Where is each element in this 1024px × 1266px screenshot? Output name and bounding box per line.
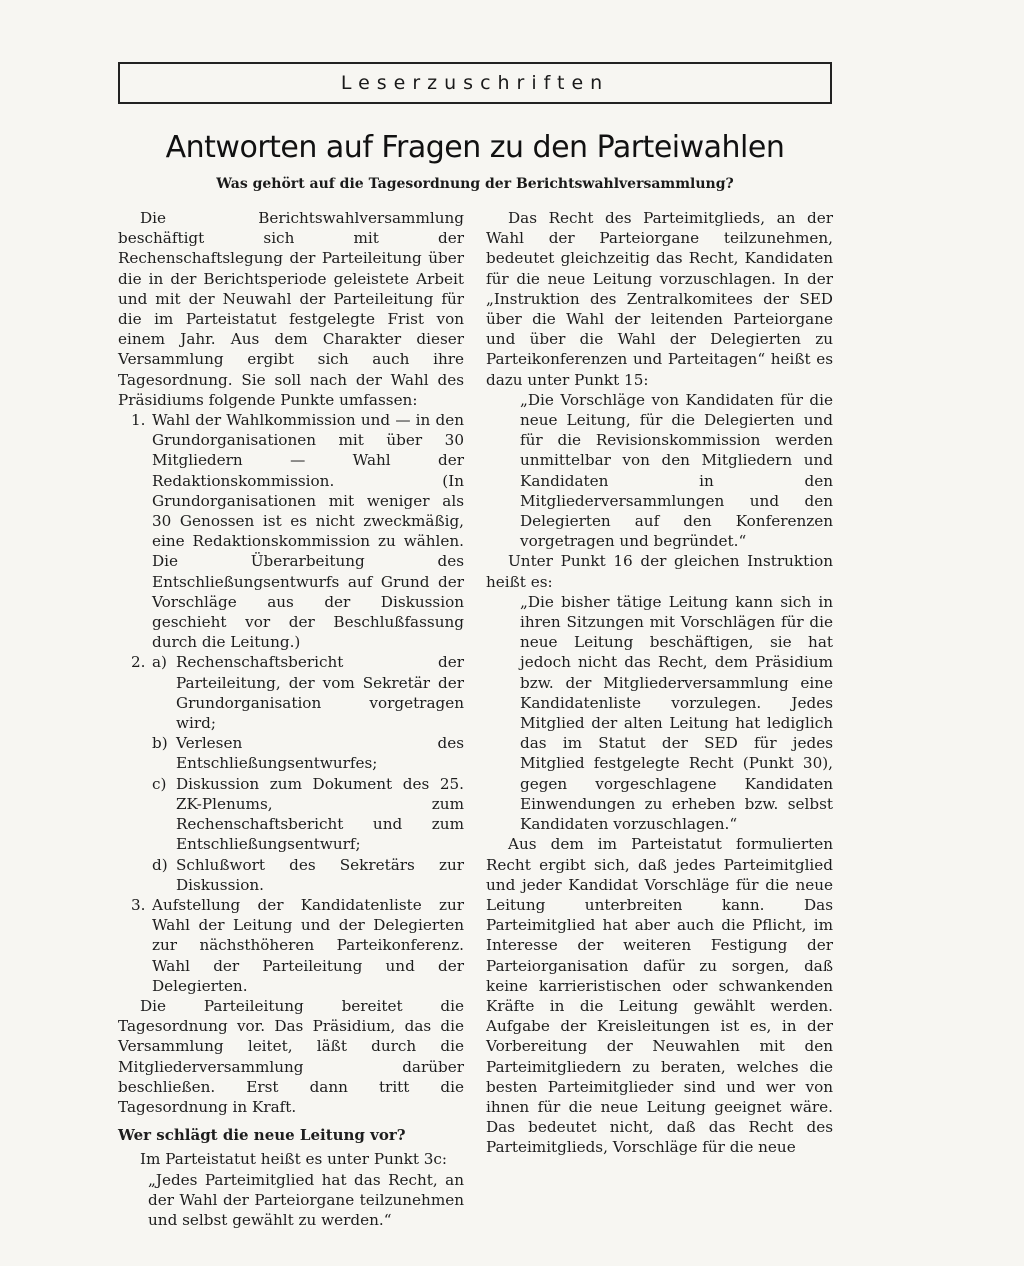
agenda-item-text: Wahl der Wahlkommission und — in den Grundorganisationen mit über 30 Mitgliedern — Wahl der Redaktionskommission. (In Grundorganisationen mit weniger als 30 Genossen ist es nicht zweckmäßig, eine Redaktionskommission zu wählen. Die Überarbeitung des Entschließungsentwurfs auf Grund der Vorschläge aus der Diskussion geschieht vor der Beschlußfassung durch die Leitung.) xyxy=(152,411,464,652)
agenda-item-1 xyxy=(118,410,464,652)
right-paragraph-1: Das Recht des Parteimitglieds, an der Wahl der Parteiorgane teilzunehmen, bedeutet gleichzeitig das Recht, Kandidaten für die neue Leitung vorzuschlagen. In der „Instruktion des Zentralkomitees der SED über die Wahl der leitenden Parteiorgane und über die Wahl der Delegierten zu Parteikonferenzen und Parteitagen“ heißt es dazu unter Punkt 15: xyxy=(486,209,833,389)
sub-item-text: Verlesen des Entschließungsentwurfes; xyxy=(176,734,464,773)
sub-item-letter: a) xyxy=(152,653,167,672)
article-title: Antworten auf Fragen zu den Parteiwahlen xyxy=(165,130,785,165)
agenda-item-number: 1. xyxy=(131,411,146,430)
agenda-sub-item xyxy=(152,733,464,773)
agenda-sub-list xyxy=(152,652,464,894)
left-column xyxy=(118,208,464,1230)
instruction-quote-15: „Die Vorschläge von Kandidaten für die neue Leitung, für die Delegierten und für die Revisionskommission werden unmittelbar von den Mitgliedern und Kandidaten in den Mitgliederversammlungen und den Delegierten auf den Konferenzen vorgetragen und begründet.“ xyxy=(520,390,833,551)
statut-intro: Im Parteistatut heißt es unter Punkt 3c: xyxy=(140,1150,448,1169)
agenda-sub-item xyxy=(152,855,464,895)
sub-item-letter: d) xyxy=(152,855,168,874)
sub-item-text: Diskussion zum Dokument des 25. ZK-Plenums, zum Rechenschaftsbericht und zum Entschließungsentwurf; xyxy=(176,774,464,854)
instruction-quote-16: „Die bisher tätige Leitung kann sich in ihren Sitzungen mit Vorschlägen für die neue Leitung beschäftigen, sie hat jedoch nicht das Recht, dem Präsidium bzw. der Mitgliederversammlung eine Kandidatenliste vorzulegen. Jedes Mitglied der alten Leitung hat lediglich das im Statut der SED für jedes Mitglied festgelegte Recht (Punkt 30), gegen vorgeschlagene Kandidaten Einwendungen zu erheben bzw. selbst Kandidaten vorzuschlagen.“ xyxy=(520,592,833,834)
section-label: Leserzuschriften xyxy=(340,72,610,94)
agenda-item-2 xyxy=(118,652,464,894)
agenda-item-number: 2. xyxy=(131,653,146,672)
agenda-item-number: 3. xyxy=(131,895,146,914)
agenda-item-3 xyxy=(118,895,464,996)
closing-paragraph: Die Parteileitung bereitet die Tagesordnung vor. Das Präsidium, das die Versammlung leitet, läßt durch die Mitgliederversammlung darüber beschließen. Erst dann tritt die Tagesordnung in Kraft. xyxy=(118,996,464,1116)
right-paragraph-3: Aus dem im Parteistatut formulierten Recht ergibt sich, daß jedes Parteimitglied und jeder Kandidat Vorschläge für die neue Leitung unterbreiten kann. Das Parteimitglied hat aber auch die Pflicht, im Interesse der weiteren Festigung der Parteiorganisation dafür zu sorgen, daß keine karrieristischen oder schwankenden Kräfte in die Leitung gewählt werden. Aufgabe der Kreisleitungen ist es, in der Vorbereitung der Neuwahlen mit den Parteimitgliedern zu beraten, welches die besten Parteimitglieder sind und wer von ihnen für die neue Leitung geeignet wäre. Das bedeutet nicht, daß das Recht des Parteimitglieds, Vorschläge für die neue xyxy=(486,835,833,1157)
sub-item-letter: b) xyxy=(152,734,168,753)
section-heading: Wer schlägt die neue Leitung vor? xyxy=(118,1126,406,1145)
sub-item-letter: c) xyxy=(152,774,167,793)
section-header-box xyxy=(118,62,832,104)
agenda-sub-item xyxy=(152,652,464,733)
article-subtitle: Was gehört auf die Tagesordnung der Berichtswahlversammlung? xyxy=(216,176,734,192)
agenda-item-text: Aufstellung der Kandidatenliste zur Wahl der Leitung und der Delegierten zur nächsthöheren Parteikonferenz. Wahl der Parteileitung und der Delegierten. xyxy=(152,895,464,995)
right-column xyxy=(486,208,833,1158)
sub-item-text: Schlußwort des Sekretärs zur Diskussion. xyxy=(176,855,464,894)
statut-quote: „Jedes Parteimitglied hat das Recht, an der Wahl der Parteiorgane teilzunehmen und selbst gewählt zu werden.“ xyxy=(148,1170,464,1229)
right-paragraph-2: Unter Punkt 16 der gleichen Instruktion heißt es: xyxy=(486,552,833,591)
sub-item-text: Rechenschaftsbericht der Parteileitung, der vom Sekretär der Grundorganisation vorgetragen wird; xyxy=(176,653,464,733)
agenda-sub-item xyxy=(152,774,464,855)
intro-paragraph: Die Berichtswahlversammlung beschäftigt sich mit der Rechenschaftslegung der Parteileitung über die in der Berichtsperiode geleistete Arbeit und mit der Neuwahl der Parteileitung für die im Parteistatut festgelegte Frist von einem Jahr. Aus dem Charakter dieser Versammlung ergibt sich auch ihre Tagesordnung. Sie soll nach der Wahl des Präsidiums folgende Punkte umfassen: xyxy=(118,209,464,409)
